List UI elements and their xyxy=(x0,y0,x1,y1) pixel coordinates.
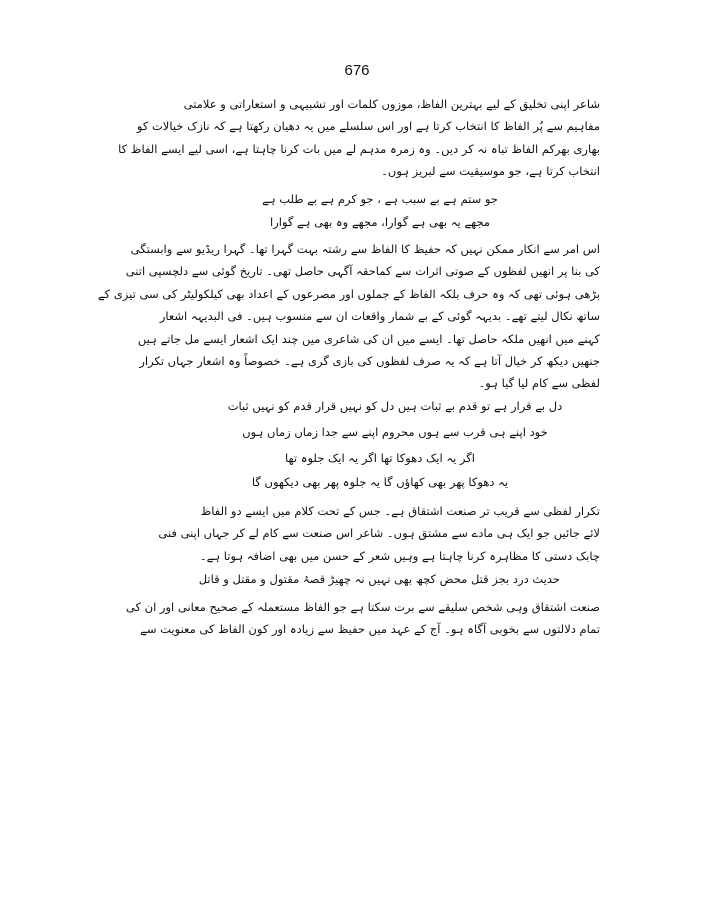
couplet-1-line-1: جو ستم ہے بے سبب ہے ، جو کرم ہے بے طلب ہے xyxy=(262,192,498,206)
text-line: ساتھ نکال لیتے تھے۔ بدیہہ گوئی کے بے شمار واقعات ان سے منسوب ہیں۔ فی البدیہہ اشعار xyxy=(159,309,600,324)
couplet-4: حدیث درد بجز قتل محض کچھ بھی نہیں نہ چھیڑ قصۂ مقتول و مقتل و قاتل xyxy=(198,572,560,586)
text-line: کہنے میں انھیں ملکہ حاصل تھا۔ ایسے میں ان کی شاعری میں چند ایک اشعار ایسے مل جاتے ہیں xyxy=(137,331,600,346)
paragraph-4 xyxy=(125,596,600,641)
text-line: لائے جائیں جو ایک ہی مادے سے مشتق ہوں۔ شاعر اس صنعت سے کام لے کر جہاں اپنی فنی xyxy=(158,526,600,541)
text-line: چابک دستی کا مظاہرہ کرنا چاہتا ہے وہیں شعر کے حسن میں بھی اضافہ ہوتا ہے۔ xyxy=(199,548,600,563)
couplet-3-line-1: اگر یہ ایک دھوکا تھا اگر یہ ایک جلوہ تھا xyxy=(285,451,475,465)
text-line: تکرار لفظی سے قریب تر صنعت اشتقاق ہے۔ جس کے تحت کلام میں ایسے دو الفاظ xyxy=(200,504,600,518)
text-line: تمام دلالتوں سے بخوبی آگاہ ہو۔ آج کے عہد میں حفیظ سے زیادہ اور کون الفاظ کی معنویت سے xyxy=(140,622,600,637)
text-line: مفاہیم سے پُر الفاظ کا انتخاب کرتا ہے اور اس سلسلے میں یہ دھیان رکھتا ہے کہ نازک خیالات کو xyxy=(136,119,600,134)
couplet-3-line-2: یہ دھوکا پھر بھی کھاؤں گا یہ جلوہ پھر بھی دیکھوں گا xyxy=(251,475,509,489)
text-line: انتخاب کرتا ہے، جو موسیقیت سے لبریز ہوں۔ xyxy=(381,164,600,179)
paragraph-2 xyxy=(97,238,600,395)
page-number: 676 xyxy=(344,62,370,79)
couplet-1-line-2: مجھے یہ بھی ہے گوارا، مجھے وہ بھی ہے گوارا xyxy=(270,215,490,229)
text-line: بڑھی ہوئی تھی کہ وہ حرف بلکہ الفاظ کے جملوں اور مصرعوں کے اعداد بھی کیلکولیٹر کی سی تیزی کے xyxy=(97,286,600,301)
text-line: کی بنا پر انھیں لفظوں کے صوتی اثرات سے کماحقہ آگہی حاصل تھی۔ تاریخ گوئی سے دلچسپی اتنی xyxy=(125,264,600,279)
text-line: جنھیں دیکھ کر خیال آتا ہے کہ یہ صرف لفظوں کی بازی گری ہے۔ خصوصاً وہ اشعار جہاں تکرار xyxy=(139,353,600,368)
paragraph-1 xyxy=(118,93,600,183)
text-line: صنعت اشتقاق وہی شخص سلیقے سے برت سکتا ہے جو الفاظ مستعملہ کے صحیح معانی اور ان کی xyxy=(125,600,600,614)
text-line: لفظی سے کام لیا گیا ہو۔ xyxy=(478,376,600,391)
couplet-2-line-1: دل بے قرار ہے تو قدم بے ثبات ہیں دل کو نہیں قرار قدم کو نہیں ثبات xyxy=(227,399,563,413)
text-line: بھاری بھرکم الفاظ تباہ نہ کر دیں۔ وہ زمرہ مدہم لے میں بات کرنا چاہتا ہے، اسی لیے ایسے الفاظ کا xyxy=(118,141,600,156)
text-line: اس امر سے انکار ممکن نہیں کہ حفیظ کا الفاظ سے رشتہ بہت گہرا تھا۔ گہرا ریڈیو سے وابستگی xyxy=(130,242,600,256)
couplet-2-line-2: خود اپنے ہی قرب سے ہوں محروم اپنے سے جدا زماں زماں ہوں xyxy=(242,425,548,439)
paragraph-3 xyxy=(158,500,600,567)
text-line: شاعر اپنی تخلیق کے لیے بہترین الفاظ، موزوں کلمات اور تشبیہی و استعاراتی و علامتی xyxy=(183,97,600,111)
